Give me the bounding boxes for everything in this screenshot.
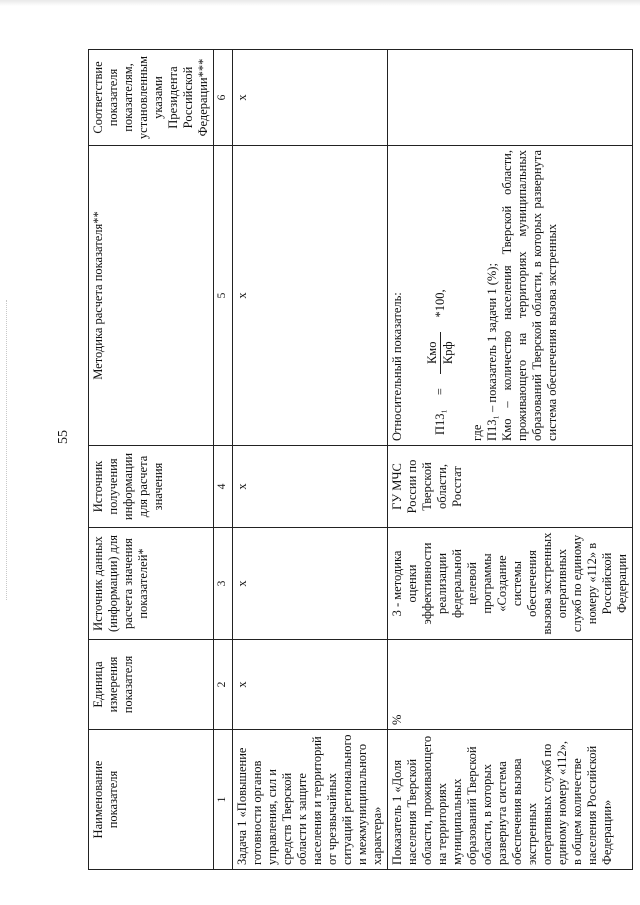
formula-left: П13₁ [433, 409, 447, 435]
indicator-method [388, 146, 633, 446]
indicator-source-data: 3 - методика оценки эффективности реализации федеральной целевой программы «Создание системы обеспечения вызова экстренных оперативных служб по единому номеру «112» в Российской Федерации [388, 528, 633, 640]
header-row [89, 50, 214, 870]
method-title: Относительный показатель: [390, 292, 404, 441]
page-number: 55 [56, 430, 71, 444]
task-match: х [233, 50, 388, 146]
task-row [233, 50, 388, 870]
col-number: 4 [214, 446, 233, 528]
task-unit: х [233, 640, 388, 730]
header-name: Наименование показателя [89, 730, 214, 870]
indicator-unit: % [388, 640, 633, 730]
task-method: х [233, 146, 388, 446]
col-number: 6 [214, 50, 233, 146]
indicator-name: Показатель 1 «Доля населения Тверской области, проживающего на территориях муниципальных образований Тверской области, в которых развернута система обеспечения вызова экстренных оперативных служб по единому номеру «112», в общем количестве населения Российской Федерации» [388, 730, 633, 870]
formula-numerator: Кмо [425, 332, 441, 375]
task-source-info: х [233, 446, 388, 528]
task-name: Задача 1 «Повышение готовности органов управления, сил и средств Тверской области к защите населения и территорий от чрезвычайных ситуаций регионального и межмуниципального характера» [233, 730, 388, 870]
formula-denominator: Крф [441, 341, 455, 365]
header-method: Методика расчета показателя** [89, 146, 214, 446]
formula [425, 150, 456, 435]
indicator-match [388, 50, 633, 146]
header-source-data: Источник данных (информации) для расчета значения показателей* [89, 528, 214, 640]
formula-fraction [425, 332, 456, 375]
rotated-table-wrapper [88, 50, 629, 870]
formula-multiplier: *100, [433, 289, 447, 318]
method-where: где [470, 424, 484, 441]
col-number: 3 [214, 528, 233, 640]
header-match: Соответствие показателя показателям, установленным указами Президента Российской Федерации*** [89, 50, 214, 146]
task-source-data: х [233, 528, 388, 640]
formula-eq: = [433, 388, 447, 396]
col-number: 2 [214, 640, 233, 730]
column-number-row [214, 50, 233, 870]
header-source-info: Источник получения информации для расчета значения [89, 446, 214, 528]
method-definition: Кмо – количество населения Тверской области, проживающего на территориях муниципальных образований Тверской области, в которых развернута система обеспечения вызова экстренных [500, 150, 559, 441]
indicators-table [88, 49, 633, 870]
indicator-source-info: ГУ МЧС России по Тверской области, Росстат [388, 446, 633, 528]
indicator-row [388, 50, 633, 870]
col-number: 1 [214, 730, 233, 870]
scan-edge [0, 0, 640, 6]
header-unit: Единица измерения показателя [89, 640, 214, 730]
method-definition: П13₁ – показатель 1 задачи 1 (%); [485, 263, 499, 441]
scan-margin-dots [6, 300, 9, 600]
col-number: 5 [214, 146, 233, 446]
